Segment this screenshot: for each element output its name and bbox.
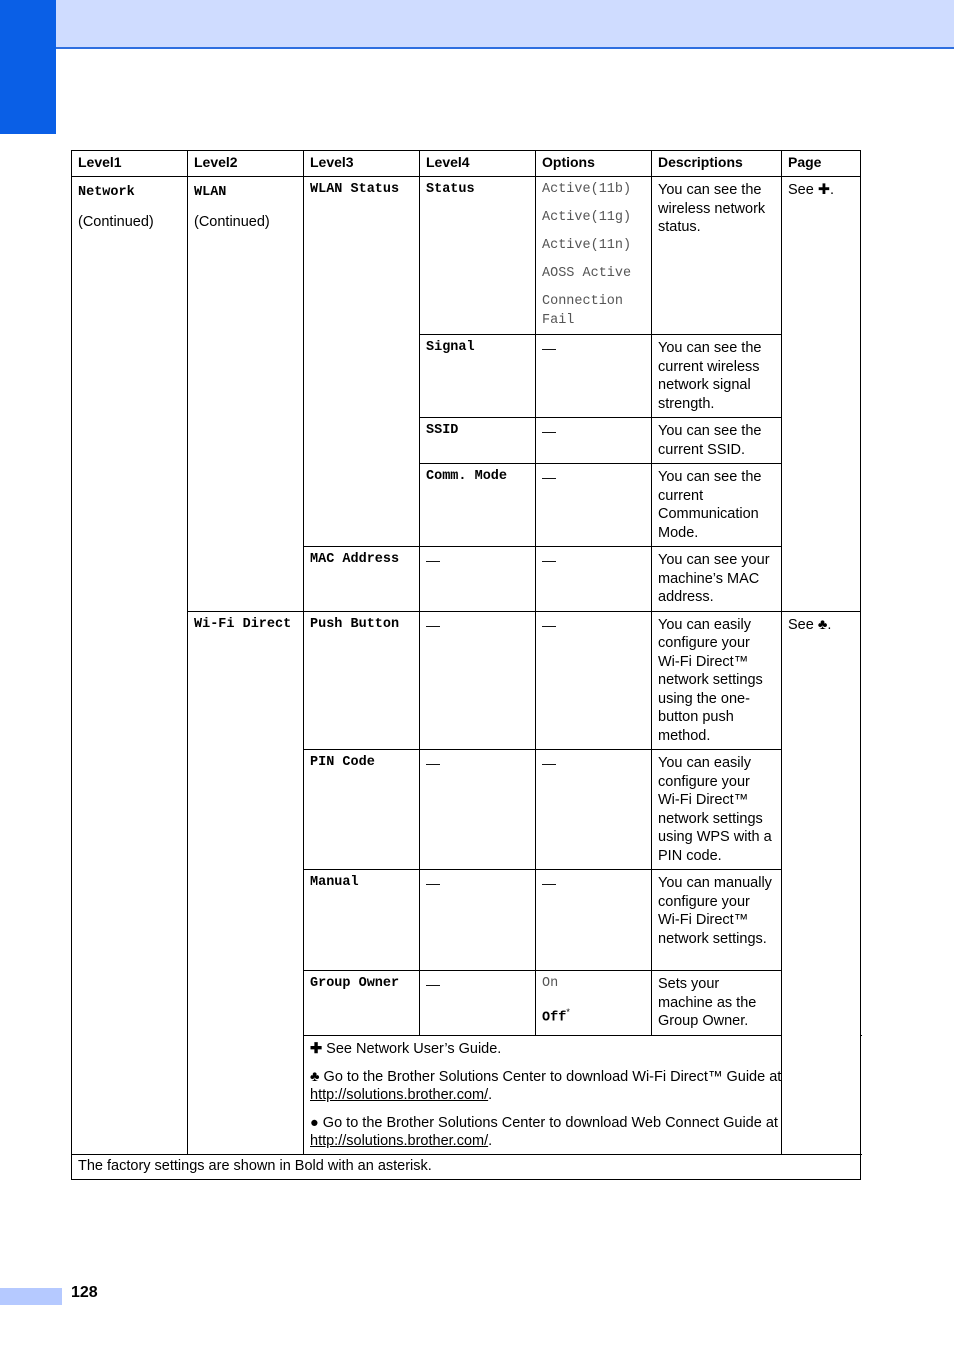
option-active-11n: Active(11n) xyxy=(542,238,632,253)
desc-ssid: You can see the current SSID. xyxy=(652,418,782,464)
level1-cell xyxy=(72,177,188,1155)
col-header-descriptions: Descriptions xyxy=(652,151,782,177)
option-ssid: — xyxy=(536,418,652,464)
level4-comm-mode: Comm. Mode xyxy=(420,464,536,547)
desc-manual: You can manually configure your Wi-Fi Direct™ network settings. xyxy=(652,870,782,971)
level2-wifi-direct: Wi-Fi Direct xyxy=(188,611,304,1154)
col-header-level3: Level3 xyxy=(304,151,420,177)
options-group-owner-cell xyxy=(536,971,652,1036)
table-row xyxy=(72,177,861,335)
option-signal: — xyxy=(536,335,652,418)
desc-signal: You can see the current wireless network signal strength. xyxy=(652,335,782,418)
page-number: 128 xyxy=(71,1284,98,1301)
level4-signal: Signal xyxy=(420,335,536,418)
level4-group-owner: — xyxy=(420,971,536,1036)
option-push-button: — xyxy=(536,611,652,750)
option-pin-code: — xyxy=(536,750,652,870)
level4-mac-address: — xyxy=(420,547,536,612)
footnote-dot-text: Go to the Brother Solutions Center to download Web Connect Guide at xyxy=(318,1114,778,1131)
footnote-club-end: . xyxy=(488,1086,493,1103)
table-header-row xyxy=(72,151,861,177)
option-aoss-active: AOSS Active xyxy=(542,266,632,281)
page-ref-network-guide: See ✚. xyxy=(782,177,861,612)
footnote-club-text: Go to the Brother Solutions Center to download Wi-Fi Direct™ Guide at xyxy=(319,1068,782,1085)
option-active-11g: Active(11g) xyxy=(542,210,632,225)
level3-push-button: Push Button xyxy=(304,611,420,750)
chapter-tab xyxy=(0,0,56,134)
page-ref-wifi-direct-guide: See ♣. xyxy=(782,611,861,1154)
level2-continued: (Continued) xyxy=(194,213,270,230)
level4-push-button: — xyxy=(420,611,536,750)
level4-status: Status xyxy=(420,177,536,335)
table-row xyxy=(72,611,861,750)
factory-note: The factory settings are shown in Bold with an asterisk. xyxy=(72,1154,861,1180)
desc-pin-code: You can easily configure your Wi-Fi Direct™ network settings using WPS with a PIN code. xyxy=(652,750,782,870)
options-status-cell xyxy=(536,177,652,335)
header-band xyxy=(0,0,954,49)
level4-ssid: SSID xyxy=(420,418,536,464)
plus-icon: ✚ xyxy=(310,1040,323,1057)
option-manual: — xyxy=(536,870,652,971)
desc-push-button: You can easily configure your Wi-Fi Direct™ network settings using the one-button push method. xyxy=(652,611,782,750)
level1-network: Network xyxy=(78,185,135,200)
level4-pin-code: — xyxy=(420,750,536,870)
col-header-level1: Level1 xyxy=(72,151,188,177)
option-comm-mode: — xyxy=(536,464,652,547)
level4-manual: — xyxy=(420,870,536,971)
solutions-link-wifi-direct[interactable]: http://solutions.brother.com/ xyxy=(310,1086,489,1103)
solutions-link-web-connect[interactable]: http://solutions.brother.com/ xyxy=(310,1132,489,1149)
desc-group-owner: Sets your machine as the Group Owner. xyxy=(652,971,782,1036)
footnote-dot-end: . xyxy=(488,1132,493,1149)
option-mac-address: — xyxy=(536,547,652,612)
col-header-level2: Level2 xyxy=(188,151,304,177)
level3-mac-address: MAC Address xyxy=(304,547,420,612)
default-asterisk: * xyxy=(566,1007,570,1017)
page-number-bar xyxy=(0,1288,62,1305)
desc-mac-address: You can see your machine’s MAC address. xyxy=(652,547,782,612)
level3-wlan-status: WLAN Status xyxy=(304,177,420,547)
col-header-page: Page xyxy=(782,151,861,177)
desc-comm-mode: You can see the current Communication Mode. xyxy=(652,464,782,547)
level2-wlan-cell xyxy=(188,177,304,612)
option-off-default: Off xyxy=(542,1010,567,1026)
option-connection-fail: Connection Fail xyxy=(542,294,624,328)
factory-note-row xyxy=(72,1154,861,1180)
option-active-11b: Active(11b) xyxy=(542,182,632,197)
menu-table xyxy=(71,150,861,1180)
level3-pin-code: PIN Code xyxy=(304,750,420,870)
col-header-options: Options xyxy=(536,151,652,177)
footnote-plus xyxy=(310,1040,854,1058)
footnote-club xyxy=(310,1068,854,1104)
level3-group-owner: Group Owner xyxy=(304,971,420,1036)
desc-status: You can see the wireless network status. xyxy=(652,177,782,335)
option-on: On xyxy=(542,976,559,991)
level1-continued: (Continued) xyxy=(78,213,154,230)
footnote-dot xyxy=(310,1114,854,1150)
level2-wlan: WLAN xyxy=(194,185,227,200)
bullet-icon: ● xyxy=(310,1114,319,1131)
level3-manual: Manual xyxy=(304,870,420,971)
footnote-plus-text: See Network User’s Guide. xyxy=(322,1040,502,1057)
col-header-level4: Level4 xyxy=(420,151,536,177)
club-icon: ♣ xyxy=(310,1068,320,1085)
footnotes-cell xyxy=(304,1035,861,1154)
